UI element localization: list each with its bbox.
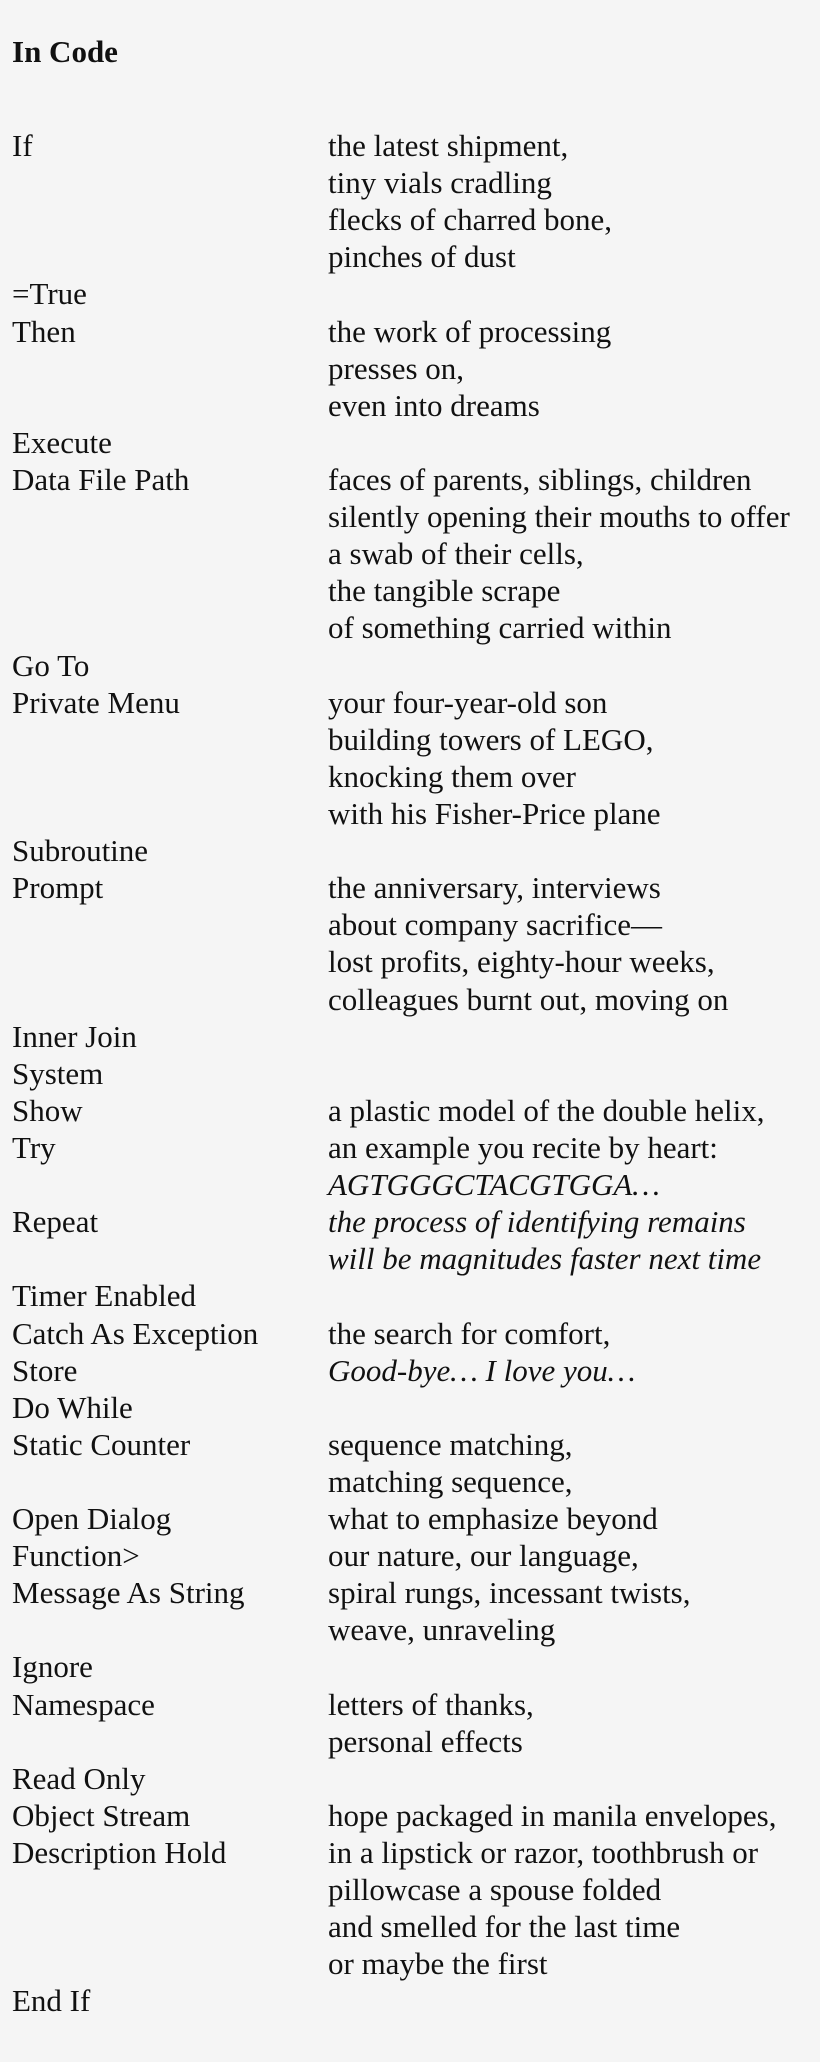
poem-line <box>0 1945 820 1982</box>
verse-text: what to emphasize beyond <box>328 1501 658 1537</box>
verse-text: the work of processing <box>328 313 612 349</box>
verse-text: building towers of LEGO, <box>328 721 654 757</box>
verse-text: in a lipstick or razor, toothbrush or <box>328 1835 759 1871</box>
poem-line <box>0 1203 820 1240</box>
poem-line <box>0 1426 820 1463</box>
poem-line <box>0 943 820 980</box>
poem-line <box>0 424 820 461</box>
verse-text: matching sequence, <box>328 1463 573 1499</box>
code-keyword: Show <box>12 1092 83 1128</box>
poem-line <box>0 127 820 164</box>
poem-line <box>0 164 820 201</box>
verse-text: personal effects <box>328 1723 523 1759</box>
code-keyword: Read Only <box>12 1760 146 1796</box>
poem-line <box>0 1500 820 1537</box>
code-keyword: Ignore <box>12 1649 93 1685</box>
poem-line <box>0 1352 820 1389</box>
poem-line <box>0 1686 820 1723</box>
poem-line <box>0 1018 820 1055</box>
poem-line <box>0 201 820 238</box>
poem-line <box>0 1240 820 1277</box>
poem-line <box>0 350 820 387</box>
poem-line <box>0 1315 820 1352</box>
code-keyword: Function> <box>12 1538 140 1574</box>
code-keyword: Execute <box>12 424 112 460</box>
poem-line <box>0 275 820 312</box>
poem-line <box>0 1463 820 1500</box>
code-keyword: Private Menu <box>12 684 180 720</box>
poem-line <box>0 1648 820 1685</box>
poem-line <box>0 906 820 943</box>
verse-text: the tangible scrape <box>328 573 561 609</box>
poem-line <box>0 1389 820 1426</box>
poem-line <box>0 1277 820 1314</box>
verse-text: knocking them over <box>328 758 576 794</box>
poem-line <box>0 1760 820 1797</box>
verse-text: pinches of dust <box>328 239 516 275</box>
verse-text: about company sacrifice— <box>328 907 662 943</box>
verse-text: an example you recite by heart: <box>328 1129 718 1165</box>
poem-line <box>0 1092 820 1129</box>
poem-line <box>0 1982 820 2019</box>
verse-text: will be magnitudes faster next time <box>328 1241 762 1277</box>
poem-line <box>0 461 820 498</box>
poem-line <box>0 1871 820 1908</box>
code-keyword: End If <box>12 1983 91 2019</box>
verse-text: faces of parents, siblings, children <box>328 461 752 497</box>
poem-title: In Code <box>12 34 118 69</box>
poem-line <box>0 981 820 1018</box>
verse-text: pillowcase a spouse folded <box>328 1872 662 1908</box>
verse-text: our nature, our language, <box>328 1538 639 1574</box>
verse-text: letters of thanks, <box>328 1686 534 1722</box>
poem-line <box>0 609 820 646</box>
code-keyword: Message As String <box>12 1575 245 1611</box>
poem-line <box>0 238 820 275</box>
poem-line <box>0 572 820 609</box>
verse-text: Good-bye… I love you… <box>328 1352 636 1388</box>
verse-text: colleagues burnt out, moving on <box>328 981 729 1017</box>
verse-text: silently opening their mouths to offer <box>328 499 790 535</box>
poem-line <box>0 869 820 906</box>
verse-text: presses on, <box>328 350 465 386</box>
verse-text: your four-year-old son <box>328 684 608 720</box>
code-keyword: Timer Enabled <box>12 1278 196 1314</box>
verse-text: lost profits, eighty-hour weeks, <box>328 944 715 980</box>
verse-text: sequence matching, <box>328 1426 573 1462</box>
poem-line <box>0 1129 820 1166</box>
verse-text: the process of identifying remains <box>328 1204 746 1240</box>
verse-text: even into dreams <box>328 387 540 423</box>
poem-line <box>0 721 820 758</box>
code-keyword: Static Counter <box>12 1426 191 1462</box>
verse-text: tiny vials cradling <box>328 165 552 201</box>
poem-line <box>0 1574 820 1611</box>
code-keyword: Data File Path <box>12 461 190 497</box>
poem-body <box>0 127 820 2020</box>
code-keyword: Open Dialog <box>12 1501 172 1537</box>
poem-line <box>0 1611 820 1648</box>
poem-line <box>0 1908 820 1945</box>
verse-text: of something carried within <box>328 610 672 646</box>
poem-line <box>0 795 820 832</box>
verse-text: weave, unraveling <box>328 1612 556 1648</box>
code-keyword: Go To <box>12 647 90 683</box>
verse-text: the search for comfort, <box>328 1315 611 1351</box>
code-keyword: Namespace <box>12 1686 155 1722</box>
verse-text: a swab of their cells, <box>328 536 584 572</box>
poem-line <box>0 1537 820 1574</box>
verse-text: the anniversary, interviews <box>328 870 661 906</box>
verse-text: or maybe the first <box>328 1946 548 1982</box>
poem-line <box>0 1166 820 1203</box>
poem-line <box>0 758 820 795</box>
code-keyword: System <box>12 1055 104 1091</box>
poem-line <box>0 684 820 721</box>
verse-text: a plastic model of the double helix, <box>328 1092 765 1128</box>
code-keyword: Inner Join <box>12 1018 137 1054</box>
verse-text: and smelled for the last time <box>328 1909 681 1945</box>
code-keyword: Object Stream <box>12 1797 191 1833</box>
code-keyword: If <box>12 128 33 163</box>
poem-line <box>0 1055 820 1092</box>
poem-line <box>0 647 820 684</box>
poem-line <box>0 1797 820 1834</box>
code-keyword: Store <box>12 1352 78 1388</box>
code-keyword: Catch As Exception <box>12 1315 259 1351</box>
poem-line <box>0 387 820 424</box>
verse-text: spiral rungs, incessant twists, <box>328 1575 691 1611</box>
code-keyword: Try <box>12 1129 56 1165</box>
poem-line <box>0 1723 820 1760</box>
poem-line <box>0 535 820 572</box>
code-keyword: Subroutine <box>12 833 149 869</box>
code-keyword: =True <box>12 276 87 312</box>
verse-text: flecks of charred bone, <box>328 202 613 238</box>
code-keyword: Do While <box>12 1389 133 1425</box>
verse-text: hope packaged in manila envelopes, <box>328 1797 777 1833</box>
poem-line <box>0 1834 820 1871</box>
code-keyword: Then <box>12 313 76 349</box>
verse-text: with his Fisher-Price plane <box>328 795 661 831</box>
code-keyword: Repeat <box>12 1204 99 1240</box>
poem-line <box>0 498 820 535</box>
code-keyword: Description Hold <box>12 1835 227 1871</box>
poem-line <box>0 832 820 869</box>
verse-text: AGTGGGCTACGTGGA… <box>328 1167 660 1203</box>
verse-text: the latest shipment, <box>328 128 569 163</box>
poem-line <box>0 313 820 350</box>
code-keyword: Prompt <box>12 870 104 906</box>
